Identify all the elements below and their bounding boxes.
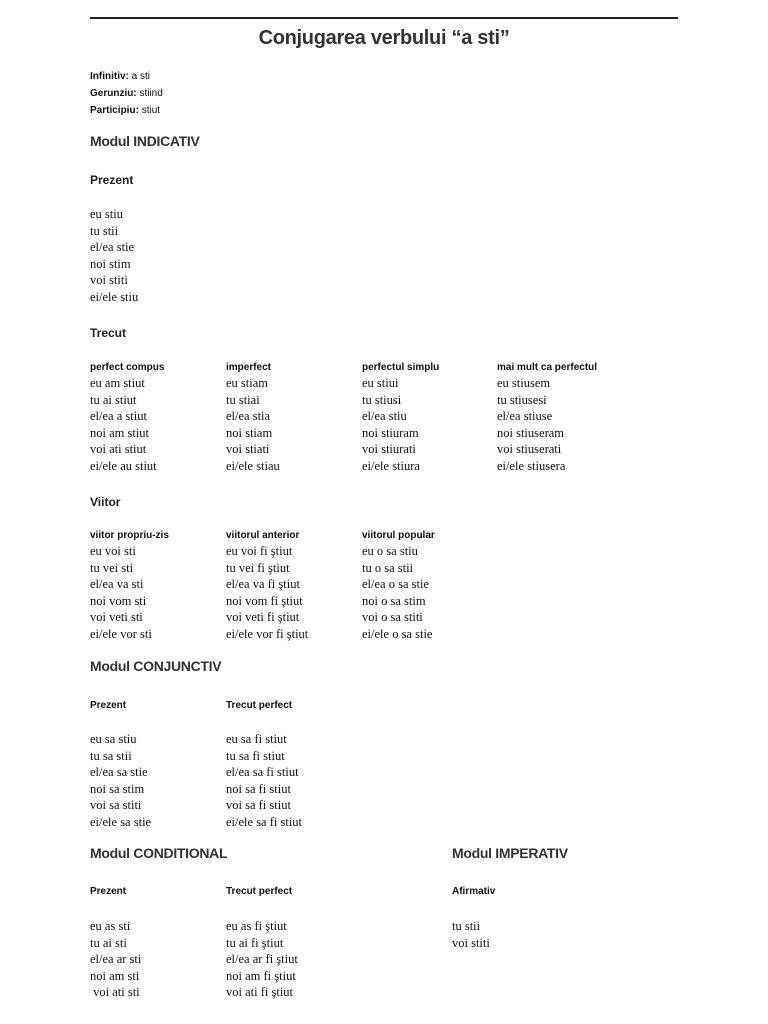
verb-form: ei/ele sa stie (90, 814, 152, 829)
verb-form: tu sa stii (90, 748, 132, 763)
verb-form: voi stiuserati (497, 442, 562, 456)
verb-form: voi stiurati (362, 442, 416, 456)
participiu-line (90, 102, 163, 119)
verb-form: el/ea va fi ştiut (226, 577, 300, 591)
infinitiv-label: Infinitiv: (90, 71, 129, 82)
participiu-label: Participiu: (90, 105, 139, 116)
verb-form: tu vei sti (90, 560, 134, 575)
verb-form: eu voi fi ştiut (226, 544, 293, 558)
conjunctiv-trecut-forms (226, 731, 302, 830)
verb-form: tu stii (90, 223, 119, 238)
infinitiv-line (90, 68, 163, 85)
perfect-compus-header: perfect compus (90, 362, 165, 373)
verb-form: eu as fi ştiut (226, 919, 287, 933)
imperativ-afirmativ-header: Afirmativ (452, 886, 496, 897)
verb-form: ei/ele vor fi ştiut (226, 626, 309, 641)
viitor-propriu-zis-header: viitor propriu-zis (90, 530, 169, 541)
verb-form: eu sa fi stiut (226, 732, 287, 746)
verb-form: noi stiuram (362, 425, 419, 440)
page-title: Conjugarea verbului “a sti” (258, 27, 510, 49)
verb-form: tu ai fi ştiut (226, 935, 284, 950)
mai-mult-ca-perfectul-forms (497, 375, 565, 474)
conditional-trecut-header: Trecut perfect (226, 886, 293, 897)
verb-form: noi stiuseram (497, 425, 565, 440)
verb-form: el/ea ar sti (90, 952, 142, 966)
imperativ-afirmativ-forms (452, 918, 490, 951)
viitorul-anterior-header: viitorul anterior (226, 530, 300, 541)
verb-form: voi stiti (452, 935, 490, 950)
verb-form: el/ea stiu (362, 409, 407, 423)
verb-form: noi am stiut (90, 425, 150, 440)
verb-form: eu as sti (90, 919, 131, 933)
verb-form: noi stiam (226, 425, 273, 440)
imperfect-header: imperfect (226, 362, 272, 373)
verb-form: tu stiusesi (497, 392, 547, 407)
verb-form: eu stiui (362, 376, 399, 390)
verb-form: eu voi sti (90, 544, 136, 558)
verb-form: ei/ele stiau (226, 458, 280, 473)
verb-form: ei/ele stiura (362, 458, 420, 473)
verb-form: eu o sa stiu (362, 544, 418, 558)
viitorul-popular-forms (362, 543, 432, 642)
verb-form: eu stiu (90, 207, 123, 221)
perfectul-simplu-header: perfectul simplu (362, 362, 440, 373)
conjunctiv-heading: Modul CONJUNCTIV (90, 658, 222, 674)
verb-info (90, 68, 163, 119)
verb-form: voi stiti (90, 273, 128, 287)
verb-form: el/ea va sti (90, 577, 144, 591)
verb-form: tu stiai (226, 392, 260, 407)
verb-form: ei/ele stiusera (497, 458, 566, 473)
conditional-prezent-forms (90, 918, 141, 1001)
imperativ-heading: Modul IMPERATIV (452, 845, 568, 861)
top-rule (90, 17, 678, 19)
verb-form: noi am fi ştiut (226, 968, 296, 983)
verb-form: el/ea o sa stie (362, 577, 429, 591)
verb-form: tu stii (452, 919, 481, 933)
verb-form: ei/ele vor sti (90, 626, 152, 641)
verb-form: noi vom sti (90, 593, 147, 608)
verb-form: el/ea a stiut (90, 409, 147, 423)
verb-form: el/ea stiuse (497, 409, 553, 423)
conditional-trecut-forms (226, 918, 298, 1001)
verb-form: voi ati fi ştiut (226, 985, 294, 999)
verb-form: tu ai sti (90, 935, 127, 950)
verb-form: voi veti fi ştiut (226, 610, 300, 624)
verb-form: tu o sa stii (362, 560, 414, 575)
verb-form: ei/ele sa fi stiut (226, 814, 303, 829)
verb-form: eu sa stiu (90, 732, 137, 746)
mai-mult-ca-perfectul-header: mai mult ca perfectul (497, 362, 598, 373)
verb-form: noi o sa stim (362, 593, 426, 608)
verb-form: el/ea stia (226, 409, 271, 423)
verb-form: tu ai stiut (90, 392, 137, 407)
viitorul-popular-header: viitorul popular (362, 530, 435, 541)
indicativ-viitor-label: Viitor (90, 495, 121, 509)
gerunziu-value: stiind (139, 88, 163, 99)
verb-form: noi vom fi ştiut (226, 593, 303, 608)
verb-form: voi ati sti (90, 985, 140, 999)
verb-form: ei/ele stiu (90, 289, 139, 304)
indicativ-heading: Modul INDICATIV (90, 133, 200, 149)
infinitiv-value: a sti (131, 71, 151, 82)
verb-form: voi sa stiti (90, 798, 142, 812)
conjunctiv-trecut-header: Trecut perfect (226, 700, 293, 711)
verb-form: eu stiam (226, 376, 269, 390)
verb-form: tu vei fi ştiut (226, 560, 290, 575)
conditional-heading: Modul CONDITIONAL (90, 845, 228, 861)
indicativ-prezent-forms (90, 206, 138, 305)
verb-form: ei/ele o sa stie (362, 626, 433, 641)
verb-form: ei/ele au stiut (90, 458, 157, 473)
indicativ-trecut-label: Trecut (90, 326, 127, 340)
verb-form: noi stim (90, 256, 131, 271)
participiu-value: stiut (141, 105, 161, 116)
verb-form: el/ea sa stie (90, 765, 148, 779)
verb-form: noi am sti (90, 968, 140, 983)
perfectul-simplu-forms (362, 375, 420, 474)
imperfect-forms (226, 375, 280, 474)
verb-form: voi veti sti (90, 610, 143, 624)
conditional-prezent-header: Prezent (90, 886, 127, 897)
viitor-propriu-zis-forms (90, 543, 152, 642)
verb-form: voi sa fi stiut (226, 798, 291, 812)
verb-form: eu stiusem (497, 376, 551, 390)
gerunziu-label: Gerunziu: (90, 88, 137, 99)
verb-form: noi sa fi stiut (226, 781, 291, 796)
verb-form: tu stiusi (362, 392, 402, 407)
conjunctiv-prezent-header: Prezent (90, 700, 127, 711)
verb-form: el/ea ar fi ştiut (226, 952, 298, 966)
verb-form: noi sa stim (90, 781, 145, 796)
verb-form: el/ea stie (90, 240, 135, 254)
gerunziu-line (90, 85, 163, 102)
indicativ-prezent-label: Prezent (90, 173, 134, 187)
conjunctiv-prezent-forms (90, 731, 151, 830)
verb-form: voi stiati (226, 442, 270, 456)
verb-form: eu am stiut (90, 376, 145, 390)
verb-form: voi o sa stiti (362, 610, 423, 624)
perfect-compus-forms (90, 375, 157, 474)
verb-form: tu sa fi stiut (226, 748, 285, 763)
verb-form: voi ati stiut (90, 442, 147, 456)
verb-form: el/ea sa fi stiut (226, 765, 299, 779)
viitorul-anterior-forms (226, 543, 308, 642)
